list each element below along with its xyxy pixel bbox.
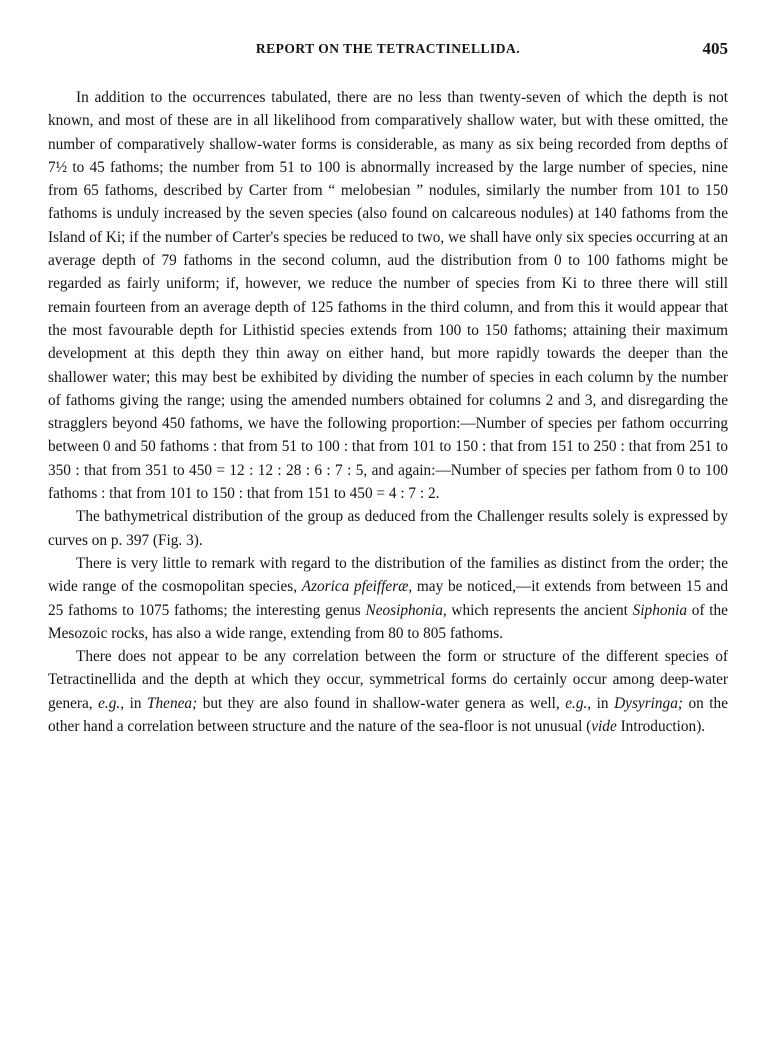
- italic-text: Dysyringa;: [614, 694, 683, 712]
- text-run: The bathymetrical distribution of the group as deduced from the Challenger results solely is expressed by curves on p. 397 (Fig. 3).: [48, 508, 728, 549]
- italic-text: Thenea;: [147, 694, 198, 712]
- text-run: on the other hand a correlation between structure and the nature of the sea-floor is not unusual (: [48, 694, 728, 736]
- italic-text: Neosiphonia: [365, 601, 443, 619]
- text-run: Introduction).: [616, 718, 706, 736]
- text-run: , may be noticed,—it extends from between 15 and 25 fathoms to 1075 fathoms; the interesting genus: [48, 578, 728, 619]
- text-run: , in: [587, 694, 615, 712]
- paragraph: [48, 86, 728, 505]
- italic-text: Azorica pfeifferæ: [301, 578, 409, 596]
- text-run: but they are also found in shallow-water genera as well,: [197, 694, 566, 712]
- italic-text: e.g.: [565, 694, 588, 712]
- text-run: of the Mesozoic rocks, has also a wide range, extending from 80 to 805 fathoms.: [48, 601, 728, 642]
- paragraph: [48, 552, 728, 645]
- running-head: REPORT ON THE TETRACTINELLIDA.: [255, 41, 521, 56]
- text-run: There does not appear to be any correlation between the form or structure of the different species of Tetractinellida and the depth at which they occur, symmetrical forms do certainly occur among deep-water genera,: [48, 648, 728, 712]
- italic-text: Siphonia: [632, 601, 688, 619]
- paragraph: [48, 645, 728, 738]
- italic-text: vide: [591, 718, 617, 736]
- text-run: , in: [120, 694, 148, 712]
- text-run: , which represents the ancient: [442, 601, 633, 619]
- italic-text: e.g.: [98, 694, 121, 712]
- body-text: [48, 86, 728, 738]
- page-number: 405: [702, 39, 728, 58]
- paragraph: [48, 505, 728, 552]
- text-run: In addition to the occurrences tabulated, there are no less than twenty-seven of which the depth is not known, and most of these are in all likelihood from comparatively shallow water, but with these omitted, the number of comparatively shallow-water forms is considerable, as many as six being recorded from depths of 7½ to 45 fathoms; the number from 51 to 100 is abnormally increased by the large number of species, nine from 65 fathoms, described by Carter from “ melobesian ” nodules, similarly the number from 101 to 150 fathoms is unduly increased by the seven species (also found on calcareous nodules) at 140 fathoms from the Island of Ki; if the number of Carter's species be reduced to two, we shall have only six species occurring at an average depth of 79 fathoms in the second column, aud the distribution from 0 to 100 fathoms might be regarded as fairly uniform; if, however, we reduce the number of species from Ki to three there will still remain fourteen from an average depth of 125 fathoms in the third column, and from this it would appear that the most favourable depth for Lithistid species extends from 100 to 150 fathoms; attaining their maximum development at this depth they thin away on either hand, but more rapidly towards the deeper than the shallower water; this may best be exhibited by dividing the number of species in each column by the number of fathoms giving the range; using the amended numbers obtained for columns 2 and 3, and disregarding the stragglers beyond 450 fathoms, we have the following proportion:—Number of species per fathom occurring between 0 and 50 fathoms : that from 51 to 100 : that from 101 to 150 : that from 151 to 250 : that from 251 to 350 : that from 351 to 450 = 12 : 12 : 28 : 6 : 7 : 5, and again:—Number of species per fathom from 0 to 100 fathoms : that from 101 to 150 : that from 151 to 450 = 4 : 7 : 2.: [48, 89, 728, 503]
- page-header: [48, 41, 728, 63]
- text-run: There is very little to remark with regard to the distribution of the families as distinct from the order; the wide range of the cosmopolitan species,: [48, 554, 728, 596]
